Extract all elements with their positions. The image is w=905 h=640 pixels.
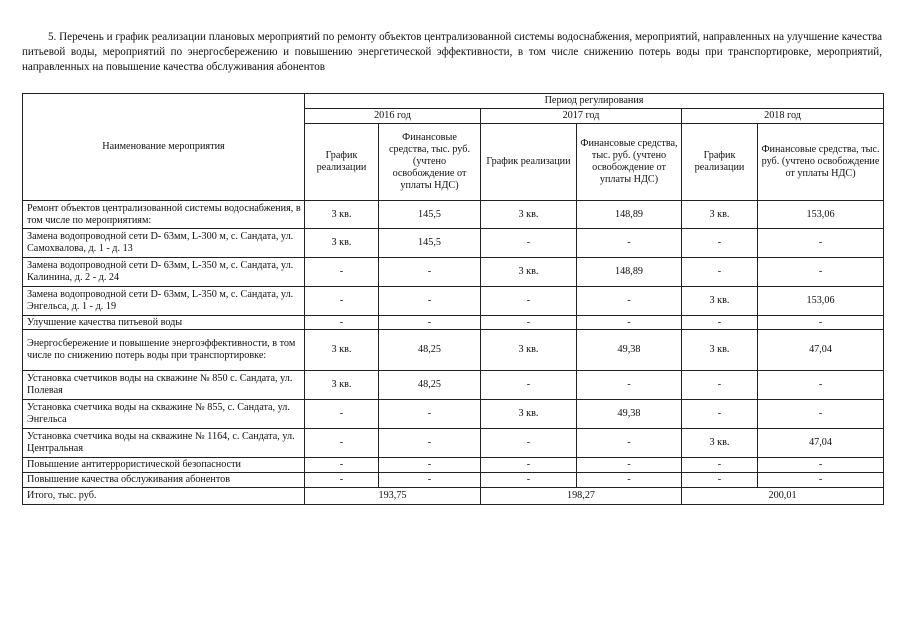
schedule-2016: -	[305, 400, 379, 429]
measure-name: Замена водопроводной сети D- 63мм, L-350 м, с. Сандата, ул. Энгельса, д. 1 - д. 19	[23, 287, 305, 316]
measure-name: Установка счетчиков воды на скважине № 850 с. Сандата, ул. Полевая	[23, 371, 305, 400]
header-year-2018: 2018 год	[682, 109, 884, 124]
schedule-2017: 3 кв.	[481, 400, 577, 429]
table-row	[23, 287, 884, 316]
finance-2016: -	[379, 258, 481, 287]
finance-2017: 148,89	[577, 201, 682, 229]
measure-name: Установка счетчика воды на скважине № 855, с. Сандата, ул. Энгельса	[23, 400, 305, 429]
intro-text: 5. Перечень и график реализации плановых мероприятий по ремонту объектов централизованной системы водоснабжения, мероприятий, направленных на улучшение качества питьевой воды, мероприятий по энергосбережению и повышению энергетической эффективности, в том числе снижению потерь воды при транспортировке, мероприятий, направленных на повышение качества обслуживания абонентов	[22, 31, 882, 73]
finance-2017: 49,38	[577, 400, 682, 429]
schedule-2018: -	[682, 458, 758, 473]
schedule-2018: -	[682, 229, 758, 258]
total-2016: 193,75	[305, 488, 481, 505]
finance-2016: -	[379, 429, 481, 458]
finance-2016: -	[379, 400, 481, 429]
schedule-2016: 3 кв.	[305, 330, 379, 371]
finance-2017: -	[577, 429, 682, 458]
schedule-2018: -	[682, 316, 758, 330]
schedule-2017: -	[481, 316, 577, 330]
total-2018: 200,01	[682, 488, 884, 505]
table-row	[23, 330, 884, 371]
measures-table	[22, 93, 884, 505]
schedule-2017: -	[481, 287, 577, 316]
header-finance: Финансовые средства, тыс. руб. (учтено освобождение от уплаты НДС)	[758, 124, 884, 201]
intro-paragraph	[22, 30, 882, 75]
finance-2016: -	[379, 316, 481, 330]
measure-name: Установка счетчика воды на скважине № 1164, с. Сандата, ул. Центральная	[23, 429, 305, 458]
schedule-2018: 3 кв.	[682, 429, 758, 458]
schedule-2018: -	[682, 473, 758, 488]
finance-2018: 153,06	[758, 201, 884, 229]
total-2017: 198,27	[481, 488, 682, 505]
header-finance: Финансовые средства, тыс. руб. (учтено освобождение от уплаты НДС)	[577, 124, 682, 201]
header-year-2016: 2016 год	[305, 109, 481, 124]
finance-2016: 48,25	[379, 371, 481, 400]
schedule-2016: 3 кв.	[305, 371, 379, 400]
finance-2016: 145,5	[379, 201, 481, 229]
finance-2017: -	[577, 473, 682, 488]
header-year-2017: 2017 год	[481, 109, 682, 124]
schedule-2017: 3 кв.	[481, 258, 577, 287]
finance-2016: 48,25	[379, 330, 481, 371]
finance-2016: 145,5	[379, 229, 481, 258]
finance-2016: -	[379, 473, 481, 488]
measure-name: Повышение качества обслуживания абонентов	[23, 473, 305, 488]
measure-name: Энергосбережение и повышение энергоэффективности, в том числе по снижению потерь воды при транспортировке:	[23, 330, 305, 371]
header-measure-name: Наименование мероприятия	[23, 94, 305, 201]
measure-name: Повышение антитеррористической безопасности	[23, 458, 305, 473]
finance-2018: -	[758, 400, 884, 429]
schedule-2018: -	[682, 400, 758, 429]
schedule-2016: -	[305, 287, 379, 316]
schedule-2017: -	[481, 458, 577, 473]
finance-2017: 49,38	[577, 330, 682, 371]
header-finance: Финансовые средства, тыс. руб. (учтено освобождение от уплаты НДС)	[379, 124, 481, 201]
schedule-2017: 3 кв.	[481, 201, 577, 229]
header-period: Период регулирования	[305, 94, 884, 109]
finance-2018: 47,04	[758, 429, 884, 458]
table-row	[23, 258, 884, 287]
finance-2017: -	[577, 316, 682, 330]
table-row	[23, 458, 884, 473]
schedule-2018: -	[682, 371, 758, 400]
schedule-2016: -	[305, 258, 379, 287]
finance-2018: -	[758, 473, 884, 488]
schedule-2018: 3 кв.	[682, 330, 758, 371]
finance-2018: 153,06	[758, 287, 884, 316]
finance-2016: -	[379, 458, 481, 473]
finance-2018: -	[758, 258, 884, 287]
schedule-2017: -	[481, 473, 577, 488]
table-row	[23, 400, 884, 429]
finance-2018: 47,04	[758, 330, 884, 371]
schedule-2016: -	[305, 429, 379, 458]
table-row	[23, 429, 884, 458]
finance-2017: -	[577, 229, 682, 258]
schedule-2016: 3 кв.	[305, 201, 379, 229]
total-label: Итого, тыс. руб.	[23, 488, 305, 505]
table-row	[23, 371, 884, 400]
finance-2018: -	[758, 371, 884, 400]
measure-name: Замена водопроводной сети D- 63мм, L-300 м, с. Сандата, ул. Самохвалова, д. 1 - д. 13	[23, 229, 305, 258]
finance-2017: 148,89	[577, 258, 682, 287]
schedule-2017: -	[481, 429, 577, 458]
finance-2018: -	[758, 458, 884, 473]
finance-2018: -	[758, 229, 884, 258]
finance-2016: -	[379, 287, 481, 316]
finance-2017: -	[577, 458, 682, 473]
finance-2017: -	[577, 287, 682, 316]
table-row	[23, 316, 884, 330]
measure-name: Замена водопроводной сети D- 63мм, L-350 м, с. Сандата, ул. Калинина, д. 2 - д. 24	[23, 258, 305, 287]
header-schedule: График реализации	[305, 124, 379, 201]
schedule-2016: -	[305, 473, 379, 488]
schedule-2017: -	[481, 371, 577, 400]
schedule-2016: -	[305, 458, 379, 473]
schedule-2016: 3 кв.	[305, 229, 379, 258]
total-row	[23, 488, 884, 505]
table-row	[23, 201, 884, 229]
measure-name: Улучшение качества питьевой воды	[23, 316, 305, 330]
schedule-2018: -	[682, 258, 758, 287]
schedule-2017: -	[481, 229, 577, 258]
schedule-2016: -	[305, 316, 379, 330]
measure-name: Ремонт объектов централизованной системы водоснабжения, в том числе по мероприятиям:	[23, 201, 305, 229]
schedule-2018: 3 кв.	[682, 287, 758, 316]
table-row	[23, 229, 884, 258]
header-schedule: График реализации	[481, 124, 577, 201]
schedule-2017: 3 кв.	[481, 330, 577, 371]
table-row	[23, 473, 884, 488]
header-schedule: График реализации	[682, 124, 758, 201]
finance-2018: -	[758, 316, 884, 330]
finance-2017: -	[577, 371, 682, 400]
schedule-2018: 3 кв.	[682, 201, 758, 229]
